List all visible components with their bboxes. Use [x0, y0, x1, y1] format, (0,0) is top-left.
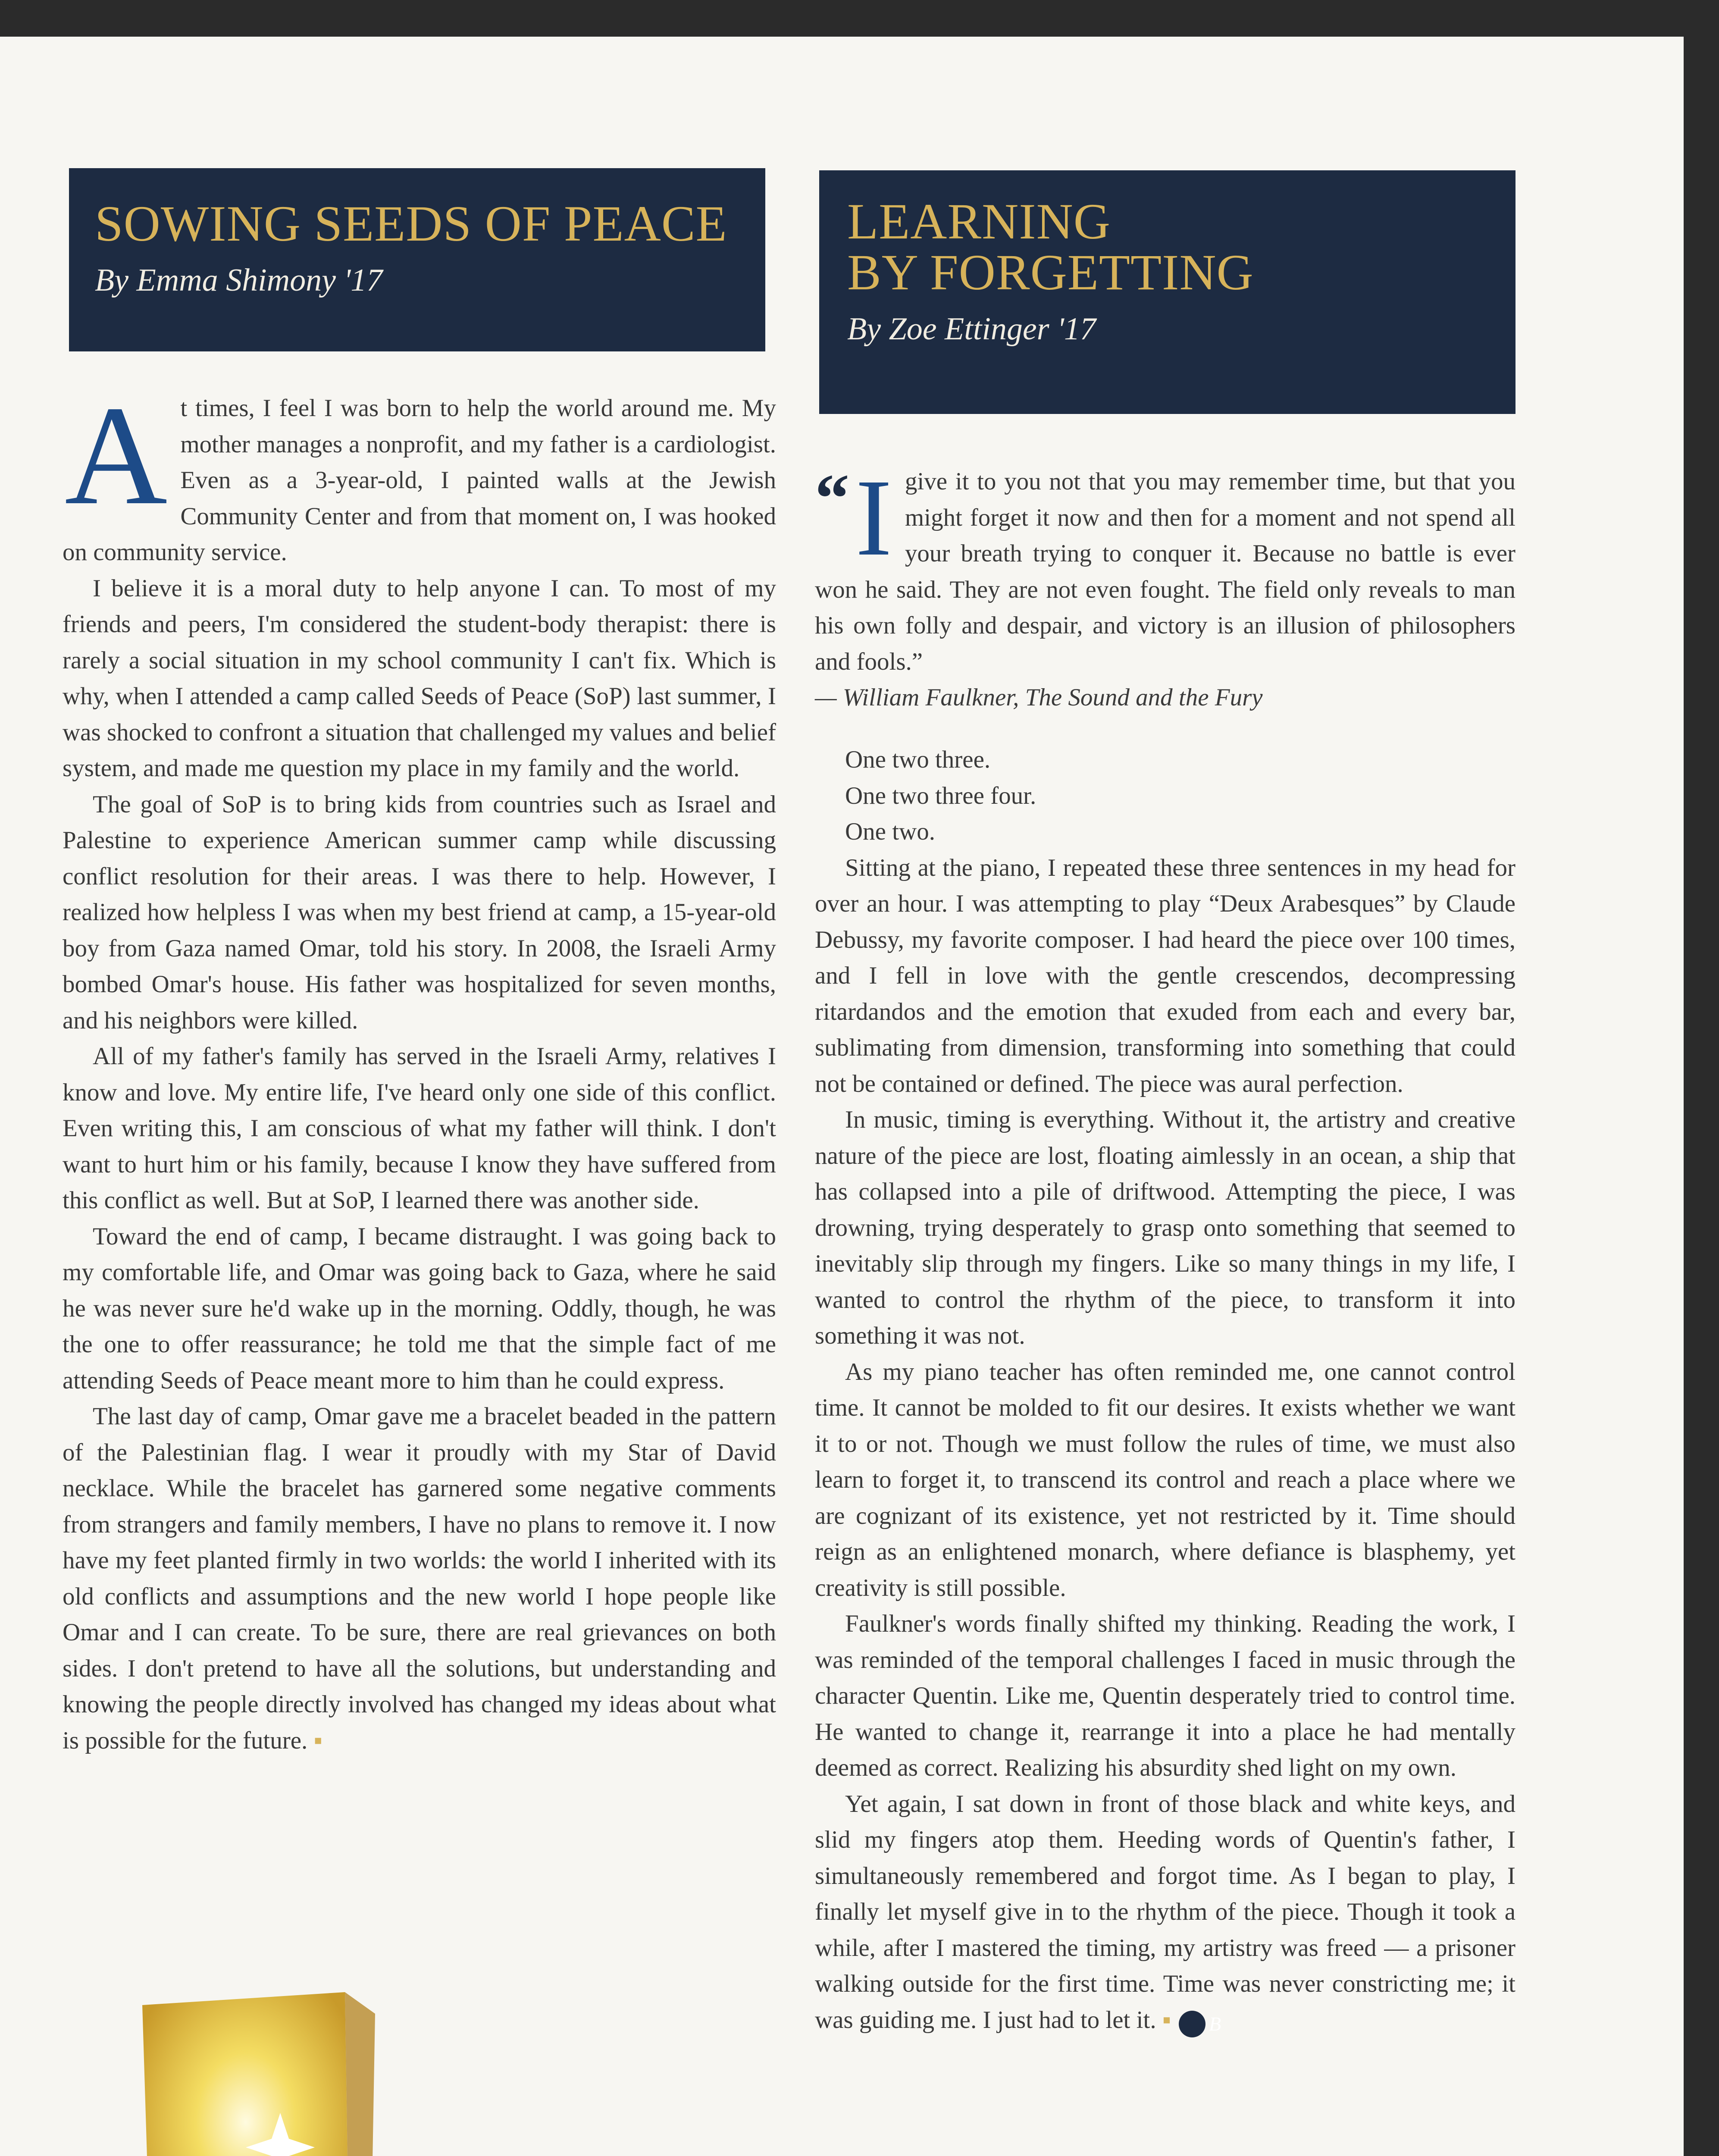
right-paragraph-2: In music, timing is everything. Without it, the artistry and creative nature of the piece are lost, floating aimlessly in an ocean, a ship that has collapsed into a pile of driftwood. Attempting the piece, I was drowning, trying desperately to grasp onto something that seemed to inevitably slip through my fingers. Like so many things in my life, I wanted to control the rhythm of the piece, to transform it into something it was not. — [815, 1106, 1515, 1349]
left-paragraph-6: The last day of camp, Omar gave me a bracelet beaded in the pattern of the Palestinian flag. I wear it proudly with my Star of David necklace. While the bracelet has garnered some negative comments from strangers and family members, I have no plans to remove it. I now have my feet planted firmly in two worlds: the world I inherited with its old conflicts and assumptions and the new world I hope people like Omar and I can create. To be sure, there are real grievances on both sides. I don't pretend to have all the solutions, but understanding and knowing the people directly involved has changed my ideas about what is possible for the future. ▪ — [63, 1403, 776, 1754]
quote-text: “ I give it to you not that you may remember time, but that you might forget it now and then for a moment and not spend all your breath trying to conquer it. Because no battle is ever won he said. They are not even fought. The field only reveals to man his own folly and despair, and victory is an illusion of philosophers and fools.” — [815, 457, 1515, 675]
left-paragraph-2: I believe it is a moral duty to help anyone I can. To most of my friends and peers, I'm considered the student-body therapist: there is rarely a social situation in my school community I can't fix. Which is why, when I attended a camp called Seeds of Peace (SoP) last summer, I was shocked to confront a situation that challenged my values and belief system, and made me question my place in my family and the world. — [63, 574, 776, 782]
end-mark-icon: ▪ — [313, 1727, 323, 1754]
left-article-body — [63, 377, 776, 1758]
bucknell-logo-icon: B — [1179, 2011, 1205, 2037]
quote-mark-icon: “ — [815, 460, 849, 536]
drop-cap: A — [65, 377, 168, 534]
verse-line-2: One two three four. — [845, 782, 1036, 809]
quote-drop-cap: I — [855, 457, 892, 579]
right-article-header — [819, 170, 1515, 414]
left-paragraph-3: The goal of SoP is to bring kids from countries such as Israel and Palestine to experience American summer camp while discussing conflict resolution for their areas. I was there to help. However, I realized how helpless I was when my best friend at camp, a 15-year-old boy from Gaza named Omar, told his story. In 2008, the Israeli Army bombed Omar's house. His father was hospitalized for seven months, and his neighbors were killed. — [63, 790, 776, 1034]
left-article-header — [69, 168, 765, 351]
right-article-body — [815, 742, 1515, 2038]
paper-lantern-illustration — [0, 1966, 483, 2156]
left-paragraph-5: Toward the end of camp, I became distraught. I was going back to my comfortable life, and Omar was going back to Gaza, where he said he was never sure he'd wake up in the morning. Oddly, though, he was the one to offer reassurance; he told me that the simple fact of me attending Seeds of Peace meant more to him than he could express. — [63, 1222, 776, 1394]
right-paragraph-5: Yet again, I sat down in front of those black and white keys, and slid my fingers atop them. Heeding words of Quentin's father, I simultaneously remembered and forgot time. As I began to play, I finally let myself give in to the rhythm of the piece. Though it took a while, after I mastered the timing, my artistry was freed — a prisoner walking outside for the first time. Time was never constricting me; it was guiding me. I just had to let it. ▪ B — [815, 1786, 1515, 2038]
left-article-byline: By Emma Shimony '17 — [95, 263, 383, 298]
left-article-title: SOWING SEEDS OF PEACE — [95, 195, 727, 252]
left-paragraph-1: At times, I feel I was born to help the world around me. My mother manages a nonprofit, and my father is a cardiologist. Even as a 3-year-old, I painted walls at the Jewish Community Center and from that moment on, I was hooked on community service. — [63, 377, 776, 566]
end-mark-icon: ▪ — [1162, 2006, 1171, 2034]
epigraph-quote — [815, 457, 1515, 716]
right-article-byline: By Zoe Ettinger '17 — [847, 311, 1096, 347]
verse-line-3: One two. — [845, 818, 935, 845]
right-paragraph-1: Sitting at the piano, I repeated these three sentences in my head for over an hour. I was attempting to play “Deux Arabesques” by Claude Debussy, my favorite composer. I had heard the piece over 100 times, and I fell in love with the gentle crescendos, decompressing ritardandos and the emotion that exuded from each and every bar, sublimating from dimension, transforming into something that could not be contained or defined. The piece was aural perfection. — [815, 854, 1515, 1097]
left-paragraph-4: All of my father's family has served in the Israeli Army, relatives I know and love. My entire life, I've heard only one side of this conflict. Even writing this, I am conscious of what my father will think. I don't want to hurt him or his family, because I know they have suffered from this conflict as well. But at SoP, I learned there was another side. — [63, 1043, 776, 1214]
quote-attribution: — William Faulkner, The Sound and the Fury — [815, 684, 1263, 711]
right-paragraph-3: As my piano teacher has often reminded me, one cannot control time. It cannot be molded to fit our desires. It exists whether we want it to or not. Though we must follow the rules of time, we must also learn to forget it, to transcend its control and reach a place where we are cognizant of its existence, yet not restricted by it. Time should reign as an enlightened monarch, where defiance is blasphemy, yet creativity is still possible. — [815, 1358, 1515, 1601]
right-article-title: LEARNING BY FORGETTING — [847, 193, 1254, 301]
right-paragraph-4: Faulkner's words finally shifted my thinking. Reading the work, I was reminded of the temporal challenges I faced in music through the character Quentin. Like me, Quentin desperately tried to control time. He wanted to change it, rearrange it into a place he had mentally deemed as correct. Realizing his absurdity shed light on my own. — [815, 1610, 1515, 1781]
verse-line-1: One two three. — [845, 746, 991, 773]
